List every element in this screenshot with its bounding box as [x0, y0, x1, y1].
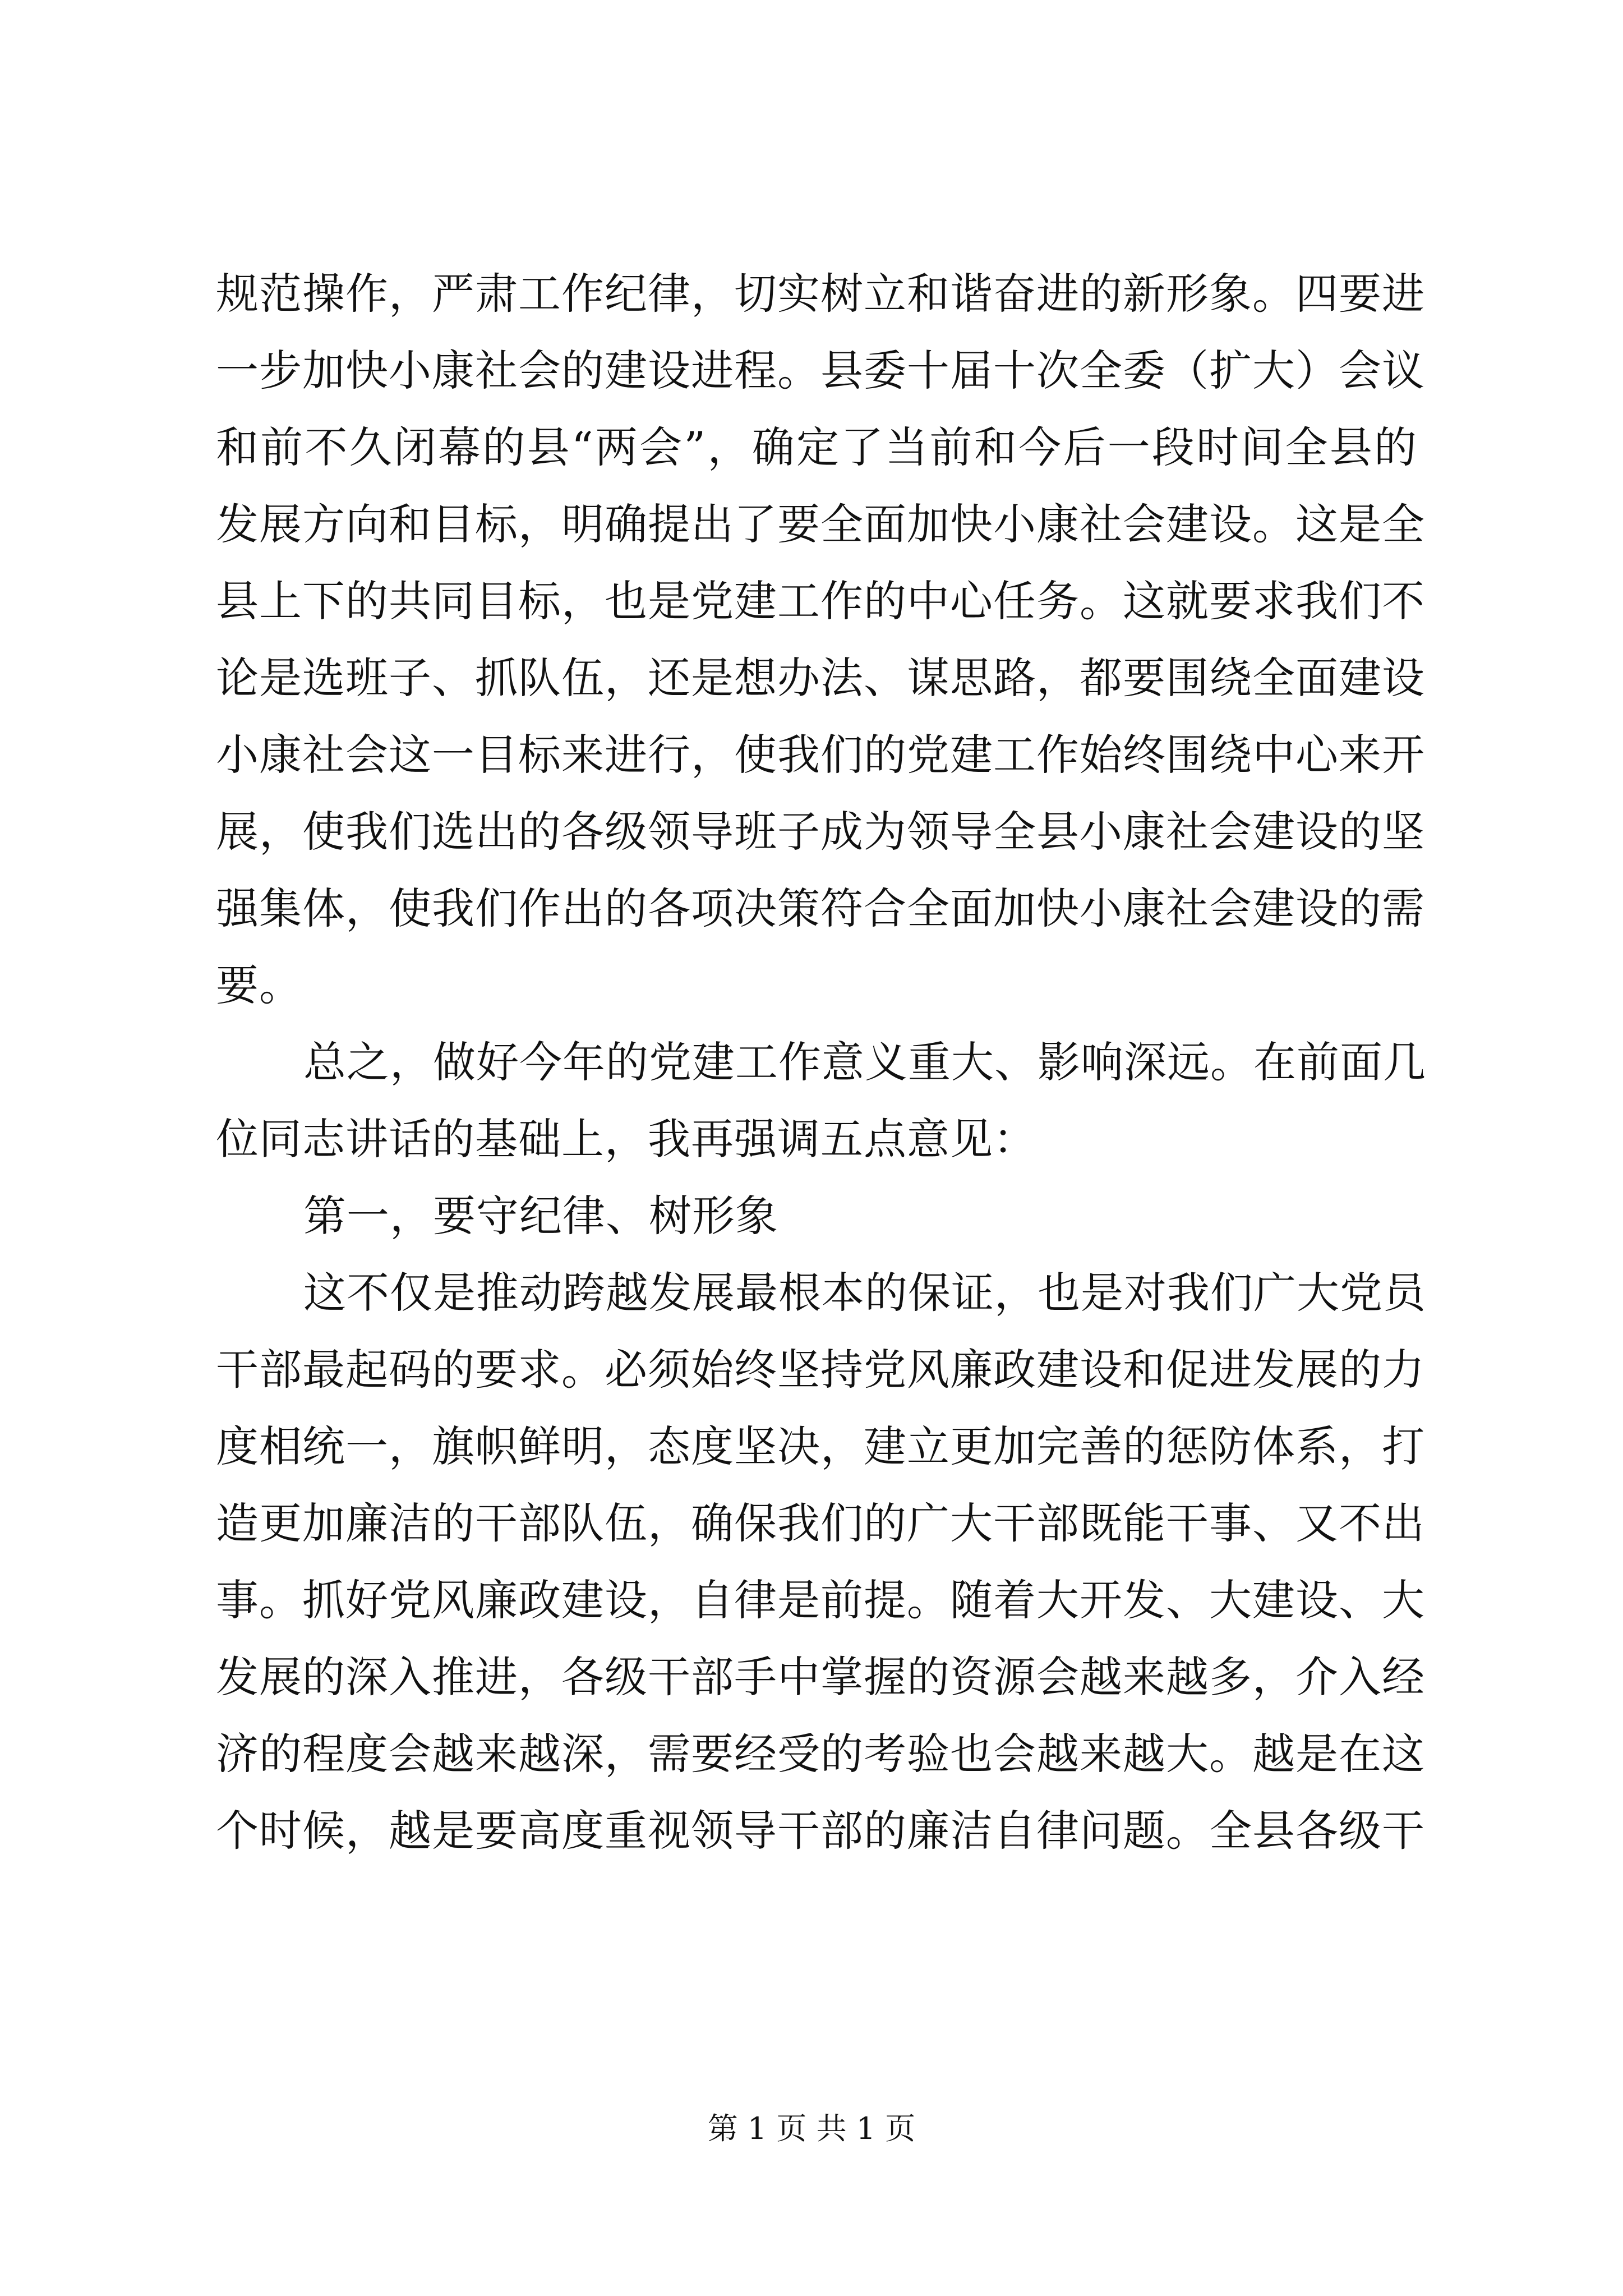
text-line: 一步加快小康社会的建设进程。县委十届十次全委（扩大）会议	[216, 346, 1425, 395]
text-line: 造更加廉洁的干部队伍，确保我们的广大干部既能干事、又不出	[216, 1498, 1425, 1548]
document-body	[216, 255, 1426, 1869]
text-line: 发展方向和目标，明确提出了要全面加快小康社会建设。这是全	[216, 499, 1425, 549]
text-line: 济的程度会越来越深，需要经受的考验也会越来越大。越是在这	[216, 1729, 1425, 1779]
text-line: 小康社会这一目标来进行，使我们的党建工作始终围绕中心来开	[216, 730, 1425, 780]
text-line: 发展的深入推进，各级干部手中掌握的资源会越来越多，介入经	[216, 1652, 1425, 1702]
text-line: 位同志讲话的基础上，我再强调五点意见：	[216, 1114, 1036, 1164]
text-line: 度相统一，旗帜鲜明，态度坚决，建立更加完善的惩防体系，打	[216, 1421, 1425, 1471]
text-line: 规范操作，严肃工作纪律，切实树立和谐奋进的新形象。四要进	[216, 269, 1425, 319]
text-line: 展，使我们选出的各级领导班子成为领导全县小康社会建设的坚	[216, 807, 1425, 857]
text-line: 县上下的共同目标，也是党建工作的中心任务。这就要求我们不	[216, 576, 1425, 626]
text-line: 个时候，越是要高度重视领导干部的廉洁自律问题。全县各级干	[216, 1806, 1425, 1856]
text-line: 事。抓好党风廉政建设，自律是前提。随着大开发、大建设、大	[216, 1575, 1425, 1625]
text-line: 强集体，使我们作出的各项决策符合全面加快小康社会建设的需	[216, 884, 1425, 933]
text-line: 要。	[216, 960, 302, 1010]
text-line: 和前不久闭幕的县“两会”，确定了当前和今后一段时间全县的	[216, 422, 1417, 472]
text-line: 这不仅是推动跨越发展最根本的保证，也是对我们广大党员	[303, 1268, 1426, 1318]
text-line: 干部最起码的要求。必须始终坚持党风廉政建设和促进发展的力	[216, 1345, 1425, 1395]
text-line: 论是选班子、抓队伍，还是想办法、谋思路，都要围绕全面建设	[216, 653, 1425, 703]
text-line: 第一，要守纪律、树形象	[303, 1191, 778, 1241]
page-footer: 第 1 页 共 1 页	[707, 2111, 916, 2146]
text-line: 总之，做好今年的党建工作意义重大、影响深远。在前面几	[303, 1037, 1426, 1087]
